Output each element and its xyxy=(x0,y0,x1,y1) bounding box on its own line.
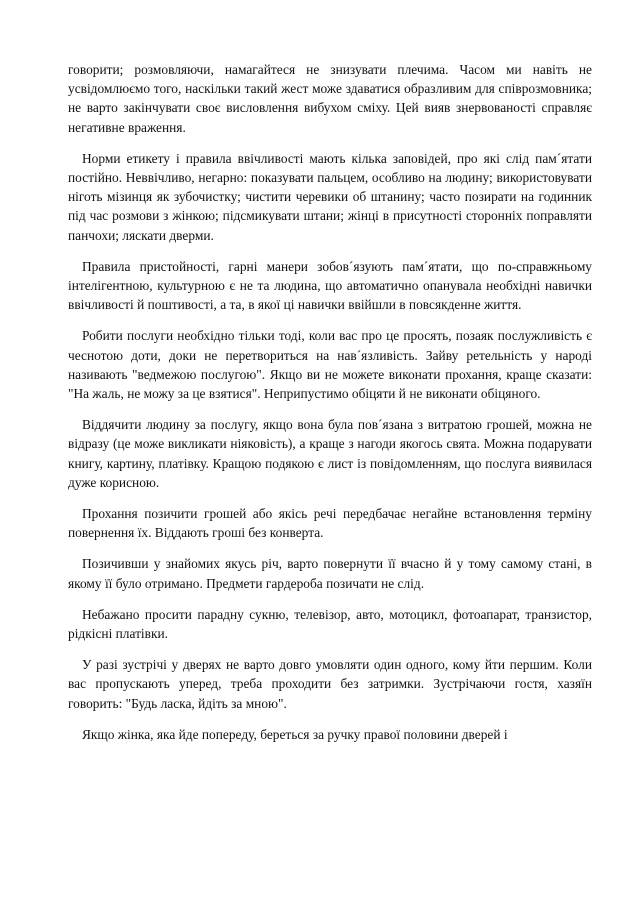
paragraph-3: Правила пристойності, гарні манери зобов´язують пам´ятати, що по-справжньому інтелігентною, культурною є не та людина, що автоматично опанувала необхідні навички ввічливості й поштивості, а та, в якої ці навички ввійшли в повсякденне життя. xyxy=(68,258,592,313)
paragraph-8: Небажано просити парадну сукню, телевізор, авто, мотоцикл, фотоапарат, транзистор, рідкісні платівки. xyxy=(68,606,592,642)
document-page xyxy=(68,60,592,756)
paragraph-10: Якщо жінка, яка йде попереду, береться за ручку правої половини дверей і xyxy=(82,726,508,742)
paragraph-7: Позичивши у знайомих якусь річ, варто повернути її вчасно й у тому самому стані, в якому її було отримано. Предмети гардероба позичати не слід. xyxy=(68,556,592,591)
paragraph-1: говорити; розмовляючи, намагайтеся не знизувати плечима. Часом ми навіть не усвідомлюємо того, наскільки такий жест може здаватися образливим для співрозмовника; не варто закінчувати своє висловлення вибухом сміху. Цей вияв знервованості справляє негативне враження. xyxy=(68,62,592,135)
paragraph-4: Робити послуги необхідно тільки тоді, коли вас про це просять, позаяк послужливість є чеснотою доти, доки не перетвориться на нав´язливість. Зайву ретельність у народі називають "ведмежою послугою". Якщо ви не можете виконати прохання, краще сказати: "На жаль, не можу за це взятися". Неприпустимо обіцяти й не виконати обіцяного. xyxy=(68,328,592,402)
paragraph-6: Прохання позичити грошей або якісь речі передбачає негайне встановлення терміну повернення їх. Віддають гроші без конверта. xyxy=(68,506,592,541)
paragraph-9: У разі зустрічі у дверях не варто довго умовляти один одного, кому йти першим. Коли вас пропускають уперед, треба проходити без затримки. Зустрічаючи гостя, хазяїн говорить: "Будь ласка, йдіть за мною". xyxy=(68,657,592,711)
paragraph-2: Норми етикету і правила ввічливості мають кілька заповідей, про які слід пам´ятати постійно. Неввічливо, негарно: показувати пальцем, особливо на людину; використовувати ніготь мізинця як зубочистку; чистити черевики об штанину; часто позирати на годинник під час розмови з жінкою; підсмикувати штани; жінці в присутності сторонніх поправляти панчохи; ляскати дверми. xyxy=(68,150,592,243)
paragraph-5: Віддячити людину за послугу, якщо вона була пов´язана з витратою грошей, можна не відразу (це може викликати ніяковість), а краще з нагоди якогось свята. Можна подарувати книгу, картину, платівку. Кращою подякою є лист із повідомленням, що послуга виявилася дуже корисною. xyxy=(68,417,592,490)
